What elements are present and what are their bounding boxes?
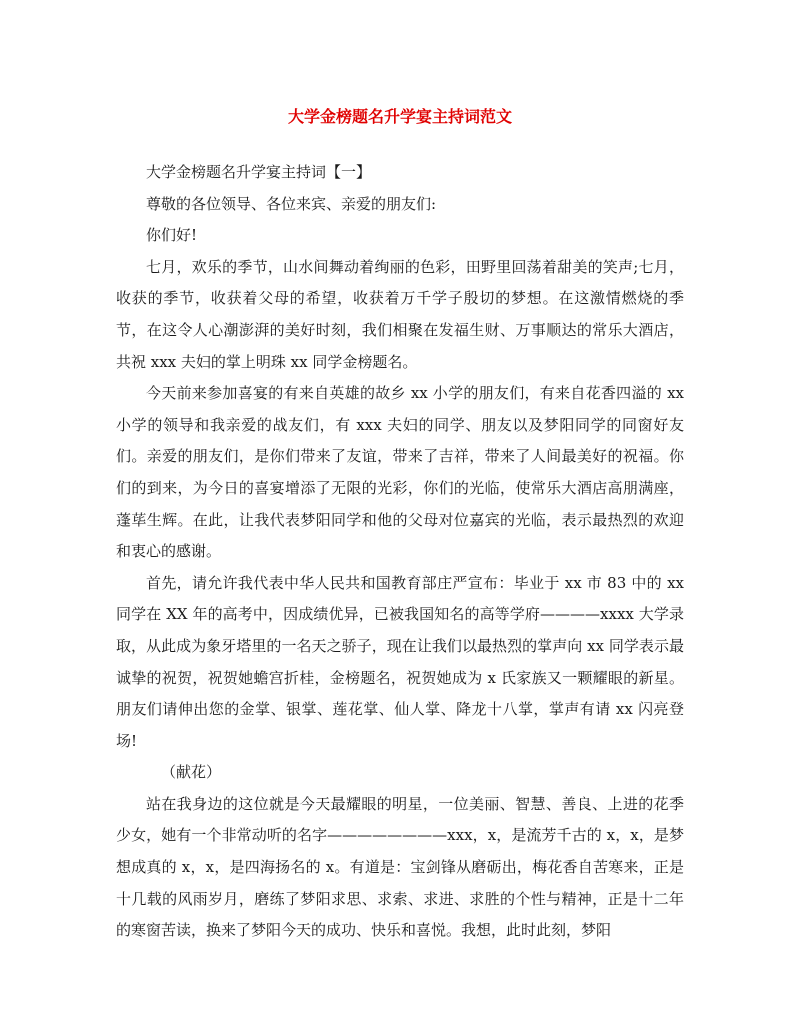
- document-title: 大学金榜题名升学宴主持词范文: [287, 107, 512, 126]
- stage-direction: （献花）: [161, 763, 222, 782]
- paragraph-3: 首先，请允许我代表中华人民共和国教育部庄严宣布：毕业于 xx 市 83 中的 xx 同学在 XX 年的高考中，因成绩优异，已被我国知名的高等学府————xxxx 大学录取，从此成为象牙塔里的一名天之骄子，现在让我们以最热烈的掌声向 xx 同学表示最诚挚的祝贺，祝贺她蟾宫折桂，金榜题名，祝贺她成为 x 氏家族又一颗耀眼的新星。朋友们请伸出您的金掌、银掌、莲花掌、仙人掌、降龙十八掌，掌声有请 xx 闪亮登场!: [116, 573, 684, 750]
- paragraph-4: 站在我身边的这位就是今天最耀眼的明星，一位美丽、智慧、善良、上进的花季少女，她有一个非常动听的名字————————xxx，x，是流芳千古的 x，x，是梦想成真的 x，x，是四海扬名的 x。有道是：宝剑锋从磨砺出，梅花香自苦寒来，正是十几载的风雨岁月，磨练了梦阳求思、求索、求进、求胜的个性与精神，正是十二年的寒窗苦读，换来了梦阳今天的成功、快乐和喜悦。我想，此时此刻，梦阳: [116, 794, 684, 940]
- section-heading: 大学金榜题名升学宴主持词【一】: [146, 163, 372, 181]
- paragraph-2: 今天前来参加喜宴的有来自英雄的故乡 xx 小学的朋友们，有来自花香四溢的 xx 小学的领导和我亲爱的战友们，有 xxx 夫妇的同学、朋友以及梦阳同学的同窗好友们。亲爱的朋友们，是你们带来了友谊，带来了吉祥，带来了人间最美好的祝福。你们的到来，为今日的喜宴增添了无限的光彩，你们的光临，使常乐大酒店高朋满座，蓬荜生辉。在此，让我代表梦阳同学和他的父母对位嘉宾的光临，表示最热烈的欢迎和衷心的感谢。: [116, 384, 684, 561]
- greeting-line: 尊敬的各位领导、各位来宾、亲爱的朋友们:: [146, 194, 437, 213]
- hello-line: 你们好!: [146, 226, 198, 245]
- document-body: [116, 157, 684, 947]
- paragraph-1: 七月，欢乐的季节，山水间舞动着绚丽的色彩，田野里回荡着甜美的笑声;七月，收获的季节，收获着父母的希望，收获着万千学子殷切的梦想。在这激情燃烧的季节，在这令人心潮澎湃的美好时刻，我们相聚在发福生财、万事顺达的常乐大酒店，共祝 xxx 夫妇的掌上明珠 xx 同学金榜题名。: [116, 257, 684, 371]
